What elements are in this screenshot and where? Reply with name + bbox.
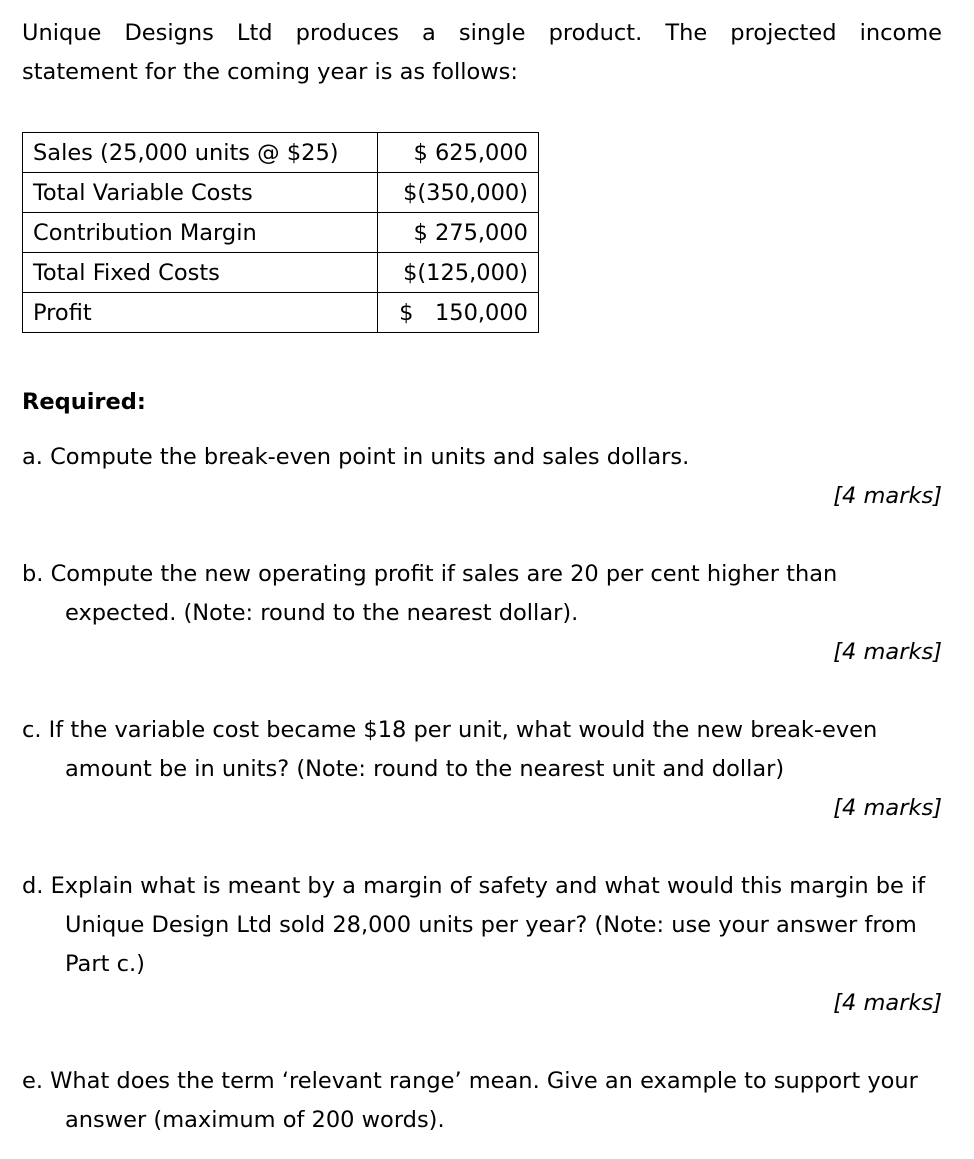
row-label: Total Fixed Costs: [23, 253, 378, 293]
question-text: c. If the variable cost became $18 per unit, what would the new break-even amount be in units? (Note: round to the nearest unit and dollar): [22, 717, 878, 782]
marks-label: [4 marks]: [833, 639, 942, 665]
question-a: [22, 438, 942, 516]
document-page: [22, 14, 942, 1133]
table-row: [23, 213, 539, 253]
intro-paragraph: [22, 14, 942, 92]
question-d: [22, 867, 942, 1023]
marks-label: [4 marks]: [833, 795, 942, 821]
table-row: [23, 293, 539, 333]
row-amount: $(125,000): [378, 253, 539, 293]
row-amount: $ 275,000: [378, 213, 539, 253]
question-text: d. Explain what is meant by a margin of safety and what would this margin be if Unique Design Ltd sold 28,000 units per year? (Note: use your answer from Part c.): [22, 873, 926, 977]
marks-label: [4 marks]: [833, 990, 942, 1016]
table-row: [23, 133, 539, 173]
intro-line-1: Unique Designs Ltd produces a single product. The projected income: [22, 20, 942, 46]
row-label: Contribution Margin: [23, 213, 378, 253]
marks-label: [4 marks]: [833, 483, 942, 509]
table-row: [23, 173, 539, 213]
question-text: e. What does the term ‘relevant range’ mean. Give an example to support your answer (maximum of 200 words).: [22, 1068, 918, 1133]
question-text: b. Compute the new operating profit if sales are 20 per cent higher than expected. (Note: round to the nearest dollar).: [22, 561, 838, 626]
row-label: Total Variable Costs: [23, 173, 378, 213]
row-amount: $(350,000): [378, 173, 539, 213]
row-amount: $ 625,000: [378, 133, 539, 173]
intro-line-2: statement for the coming year is as follows:: [22, 59, 518, 85]
required-heading: Required:: [22, 389, 146, 415]
question-c: [22, 711, 942, 828]
table-row: [23, 253, 539, 293]
row-label: Sales (25,000 units @ $25): [23, 133, 378, 173]
question-text: a. Compute the break-even point in units and sales dollars.: [22, 444, 690, 470]
question-e: [22, 1062, 942, 1140]
row-amount: $ 150,000: [378, 293, 539, 333]
row-label: Profit: [23, 293, 378, 333]
income-statement-table: [22, 132, 539, 333]
question-b: [22, 555, 942, 672]
